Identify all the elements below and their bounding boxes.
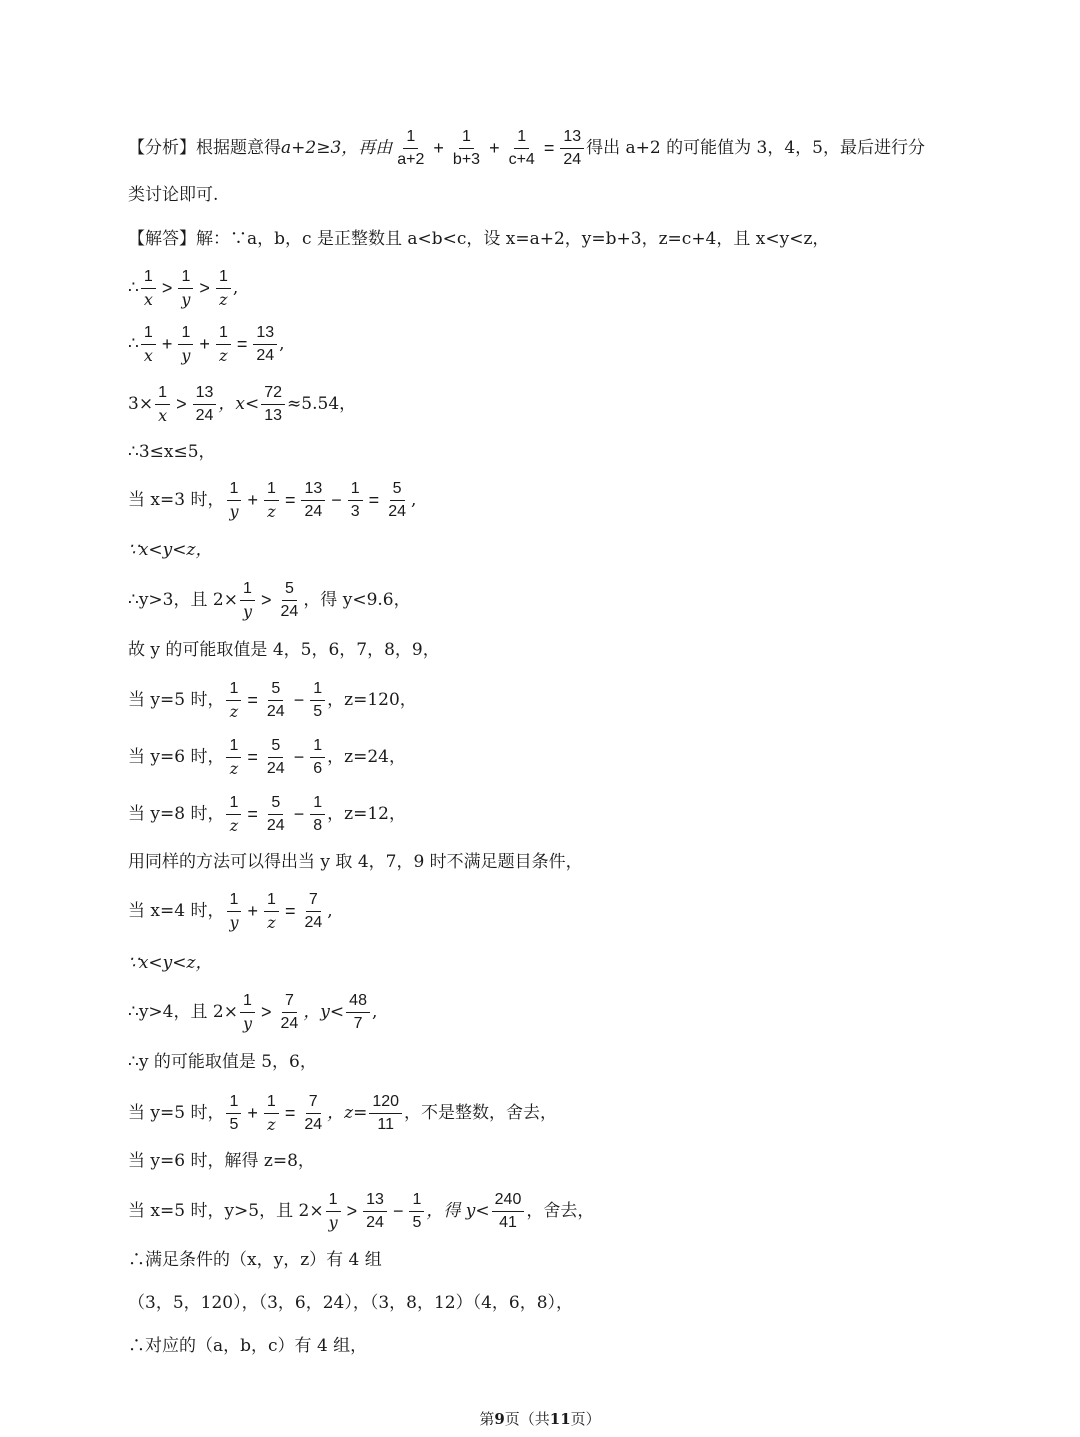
fraction-denominator: 8	[313, 816, 323, 834]
fraction	[193, 384, 217, 424]
fraction-denominator: 6	[313, 759, 323, 777]
fraction-denominator: 5	[412, 1213, 422, 1231]
fraction	[363, 1191, 387, 1231]
plus-sign: +	[247, 1103, 258, 1124]
fraction	[253, 324, 277, 364]
math-line	[128, 1191, 594, 1231]
greater-than-sign: >	[346, 1201, 358, 1222]
text-segment: 类讨论即可.	[128, 185, 219, 205]
fraction	[560, 128, 584, 168]
fraction	[155, 384, 170, 424]
equals-sign: =	[236, 334, 248, 355]
fraction-denominator: 41	[499, 1213, 517, 1231]
fraction-denominator: 3	[350, 502, 360, 520]
fraction-numerator: 1	[514, 128, 529, 149]
fraction-numerator: 7	[306, 1093, 321, 1114]
plus-sign: +	[247, 901, 259, 922]
fraction	[264, 1093, 279, 1133]
fraction-numerator: 1	[326, 1191, 341, 1212]
fraction-denominator: 24	[304, 1115, 323, 1133]
text-segment: 当 y=5 时，	[128, 1102, 225, 1123]
fraction-denominator: 24	[366, 1213, 384, 1231]
math-line	[128, 542, 212, 559]
text-segment: ∴y 的可能取值是 5，6，	[128, 1052, 317, 1072]
text-segment: ∵x<y<z，	[128, 953, 213, 973]
fraction-numerator: 1	[141, 324, 156, 345]
fraction-numerator: 1	[310, 794, 325, 815]
fraction-denominator: 24	[563, 150, 582, 168]
fraction	[506, 128, 538, 168]
text-segment: 当 y=6 时，解得 z=8，	[128, 1151, 315, 1171]
fraction	[346, 992, 370, 1032]
fraction	[216, 268, 231, 308]
fraction	[409, 1191, 424, 1231]
minus-sign: −	[293, 804, 305, 825]
text-segment: 当 y=8 时，	[128, 803, 225, 824]
fraction-denominator: 24	[256, 346, 275, 364]
fraction-numerator: 13	[560, 128, 584, 149]
fraction-numerator: 1	[155, 384, 170, 405]
fraction	[301, 1093, 325, 1133]
fraction-numerator: 240	[492, 1191, 525, 1212]
fraction-denominator: 5	[229, 1115, 239, 1133]
fraction	[310, 737, 325, 777]
text-segment: ，y<	[303, 1001, 345, 1022]
text-segment: 【分析】根据题意得	[128, 137, 281, 158]
plus-sign: +	[247, 490, 259, 511]
fraction-numerator: 1	[226, 680, 241, 701]
fraction-numerator: 5	[268, 680, 283, 701]
math-line	[128, 580, 411, 620]
text-segment: 当 x=4 时，	[128, 900, 225, 921]
fraction-numerator: 7	[306, 891, 321, 912]
fraction	[278, 580, 302, 620]
analysis-line-2	[128, 187, 218, 204]
text-segment: 当 y=6 时，	[128, 746, 225, 767]
fraction-denominator: z	[229, 701, 239, 721]
fraction-numerator: 5	[268, 737, 283, 758]
greater-than-sign: >	[199, 278, 210, 299]
fraction-numerator: 1	[178, 268, 193, 289]
text-segment: ≈5.54，	[287, 393, 357, 414]
text-segment: 用同样的方法可以得出当 y 取 4，7，9 时不满足题目条件，	[128, 852, 583, 872]
minus-sign: −	[331, 490, 342, 511]
fraction-denominator: 24	[195, 406, 214, 424]
fraction-numerator: 1	[240, 992, 255, 1013]
footer-text: 页）	[570, 1410, 601, 1428]
fraction-numerator: 1	[226, 1093, 241, 1114]
text-segment: ,	[371, 1001, 378, 1022]
text-segment: ∴满足条件的（x，y，z）有 4 组	[128, 1250, 382, 1270]
fraction-denominator: y	[242, 1013, 252, 1033]
total-pages: 11	[549, 1410, 571, 1428]
text-segment: ，得 y<	[426, 1200, 490, 1221]
text-segment: 【解答】解：∵a，b，c 是正整数且 a<b<c，设 x=a+2，y=b+3，z=c+4，且 x<y<z，	[128, 229, 830, 249]
page-footer	[0, 1408, 1080, 1429]
fraction-numerator: 1	[310, 737, 325, 758]
fraction	[240, 992, 255, 1032]
solution-line	[128, 231, 829, 248]
text-segment: ，z=120，	[327, 689, 417, 710]
fraction-denominator: 24	[388, 502, 406, 520]
fraction-denominator: y	[181, 345, 191, 365]
text-segment: ，舍去，	[526, 1200, 595, 1221]
greater-than-sign: >	[161, 278, 173, 299]
plus-sign: +	[433, 138, 444, 159]
fraction-denominator: z	[267, 501, 276, 521]
fraction-denominator: a+2	[397, 150, 425, 168]
fraction-numerator: 1	[264, 480, 279, 501]
text-segment: （3，5，120），（3，6，24），（3，8，12）（4，6，8），	[128, 1293, 574, 1313]
math-line	[128, 1295, 573, 1312]
fraction-denominator: x	[143, 345, 153, 365]
text-segment: 当 y=5 时，	[128, 689, 225, 710]
fraction	[226, 794, 241, 834]
fraction	[141, 268, 156, 308]
fraction	[450, 128, 483, 168]
fraction-denominator: 5	[313, 702, 323, 720]
fraction-numerator: 1	[403, 128, 418, 149]
text-segment: 故 y 的可能取值是 4，5，6，7，8，9，	[128, 640, 440, 660]
fraction-denominator: z	[267, 1114, 276, 1134]
text-segment: ，z=	[327, 1102, 368, 1123]
text-segment: ，不是整数，舍去，	[404, 1102, 558, 1123]
fraction-denominator: 7	[353, 1014, 363, 1032]
fraction	[264, 891, 279, 931]
fraction-numerator: 1	[264, 1093, 279, 1114]
math-line	[128, 642, 440, 659]
text-segment: ∵x<y<z，	[128, 540, 213, 560]
fraction	[226, 891, 241, 931]
text-segment: ,	[410, 489, 417, 510]
equals-sign: =	[247, 804, 258, 825]
fraction-denominator: b+3	[452, 150, 481, 168]
text-segment: ，得 y<9.6，	[303, 589, 411, 610]
text-segment: ,	[232, 277, 239, 298]
fraction	[226, 1093, 241, 1133]
minus-sign: −	[392, 1201, 404, 1222]
fraction	[394, 128, 427, 168]
fraction-denominator: 24	[280, 1014, 299, 1032]
fraction-numerator: 1	[226, 737, 241, 758]
analysis-line-1	[128, 128, 925, 168]
text-segment: ，z=12，	[327, 803, 406, 824]
fraction-denominator: y	[229, 912, 239, 932]
fraction-denominator: 24	[280, 602, 299, 620]
text-segment: 3×	[128, 393, 154, 414]
therefore-symbol: ∴	[128, 333, 139, 354]
fraction	[310, 680, 325, 720]
text-segment: ，x<	[218, 393, 260, 414]
text-segment: ,	[327, 900, 333, 921]
equals-sign: =	[368, 490, 380, 511]
fraction-denominator: 13	[264, 406, 283, 424]
greater-than-sign: >	[261, 590, 272, 611]
minus-sign: −	[293, 747, 305, 768]
fraction	[492, 1191, 525, 1231]
fraction	[326, 1191, 341, 1231]
fraction	[226, 680, 241, 720]
math-line	[128, 268, 238, 308]
equals-sign: =	[247, 690, 258, 711]
fraction-denominator: 24	[266, 702, 285, 720]
text-segment: 得出 a+2 的可能值为 3，4，5，最后进行分	[586, 137, 925, 158]
fraction-numerator: 1	[227, 891, 242, 912]
equals-sign: =	[284, 490, 296, 511]
text-segment: a+2≥3，再由	[281, 137, 393, 158]
fraction	[264, 794, 288, 834]
fraction	[178, 268, 193, 308]
footer-text: 页（共	[504, 1410, 550, 1428]
math-line	[128, 737, 406, 777]
fraction	[226, 737, 241, 777]
greater-than-sign: >	[261, 1002, 272, 1023]
fraction-numerator: 5	[390, 480, 405, 501]
fraction-numerator: 1	[348, 480, 363, 501]
fraction-denominator: c+4	[508, 150, 535, 168]
fraction-numerator: 7	[282, 992, 297, 1013]
fraction	[264, 680, 288, 720]
math-line	[128, 324, 285, 364]
math-line	[128, 992, 377, 1032]
fraction	[216, 324, 231, 364]
fraction-numerator: 1	[216, 324, 231, 345]
minus-sign: −	[293, 690, 305, 711]
plus-sign: +	[161, 334, 173, 355]
fraction-numerator: 1	[216, 268, 231, 289]
fraction	[301, 480, 325, 520]
page-number: 9	[494, 1410, 505, 1428]
fraction-numerator: 13	[193, 384, 217, 405]
fraction-denominator: z	[229, 815, 239, 835]
text-segment: ∴y>3，且 2×	[128, 589, 238, 610]
math-line	[128, 891, 333, 931]
equals-sign: =	[543, 138, 555, 159]
math-line	[128, 384, 356, 424]
fraction-denominator: 24	[304, 502, 323, 520]
fraction-numerator: 13	[253, 324, 277, 345]
fraction	[264, 737, 288, 777]
fraction-numerator: 5	[282, 580, 297, 601]
text-segment: 当 x=3 时，	[128, 489, 225, 510]
fraction-denominator: y	[229, 501, 239, 521]
math-line	[128, 680, 417, 720]
math-line	[128, 1054, 317, 1071]
fraction-numerator: 120	[369, 1093, 402, 1114]
fraction	[278, 992, 302, 1032]
text-segment: ，z=24，	[327, 746, 406, 767]
fraction-denominator: z	[219, 289, 228, 309]
fraction-numerator: 1	[141, 268, 156, 289]
fraction-numerator: 72	[261, 384, 285, 405]
fraction	[240, 580, 255, 620]
fraction	[264, 480, 279, 520]
greater-than-sign: >	[176, 394, 187, 415]
fraction	[226, 480, 241, 520]
fraction	[310, 794, 325, 834]
math-line	[128, 854, 583, 871]
fraction-numerator: 48	[346, 992, 370, 1013]
math-line	[128, 794, 406, 834]
fraction-denominator: y	[242, 601, 252, 621]
fraction-denominator: 24	[266, 759, 285, 777]
fraction	[141, 324, 156, 364]
therefore-symbol: ∴	[128, 277, 139, 298]
fraction-numerator: 1	[227, 480, 242, 501]
fraction-denominator: 11	[377, 1115, 394, 1133]
math-line	[128, 480, 416, 520]
footer-text: 第	[479, 1410, 495, 1428]
math-line	[128, 444, 216, 461]
plus-sign: +	[199, 334, 210, 355]
fraction-denominator: y	[181, 289, 191, 309]
equals-sign: =	[284, 1103, 296, 1124]
fraction	[301, 891, 325, 931]
fraction-numerator: 1	[240, 580, 255, 601]
fraction-denominator: z	[267, 912, 276, 932]
math-line	[128, 1153, 315, 1170]
fraction-numerator: 13	[301, 480, 325, 501]
math-line	[128, 1252, 382, 1269]
fraction-denominator: y	[328, 1212, 338, 1232]
fraction-numerator: 1	[264, 891, 279, 912]
fraction	[348, 480, 363, 520]
fraction	[369, 1093, 402, 1133]
fraction-numerator: 5	[268, 794, 283, 815]
text-segment: ,	[279, 333, 285, 354]
math-line	[128, 1338, 367, 1355]
fraction	[261, 384, 285, 424]
fraction-numerator: 1	[226, 794, 241, 815]
math-line	[128, 955, 212, 972]
fraction-numerator: 13	[363, 1191, 387, 1212]
fraction-numerator: 1	[178, 324, 193, 345]
fraction-numerator: 1	[310, 680, 325, 701]
fraction-denominator: x	[143, 289, 153, 309]
fraction-denominator: z	[229, 758, 239, 778]
equals-sign: =	[284, 901, 296, 922]
math-line	[128, 1093, 557, 1133]
equals-sign: =	[247, 747, 258, 768]
text-segment: 当 x=5 时，y>5，且 2×	[128, 1200, 324, 1221]
plus-sign: +	[489, 138, 500, 159]
fraction-numerator: 1	[409, 1191, 424, 1212]
fraction-denominator: 24	[304, 913, 323, 931]
text-segment: ∴对应的（a，b，c）有 4 组，	[128, 1336, 368, 1356]
text-segment: ∴y>4，且 2×	[128, 1001, 238, 1022]
fraction-denominator: z	[219, 345, 228, 365]
fraction	[385, 480, 409, 520]
fraction	[178, 324, 193, 364]
fraction-denominator: 24	[266, 816, 285, 834]
text-segment: ∴3≤x≤5，	[128, 442, 216, 462]
fraction-numerator: 1	[459, 128, 474, 149]
fraction-denominator: x	[158, 405, 168, 425]
